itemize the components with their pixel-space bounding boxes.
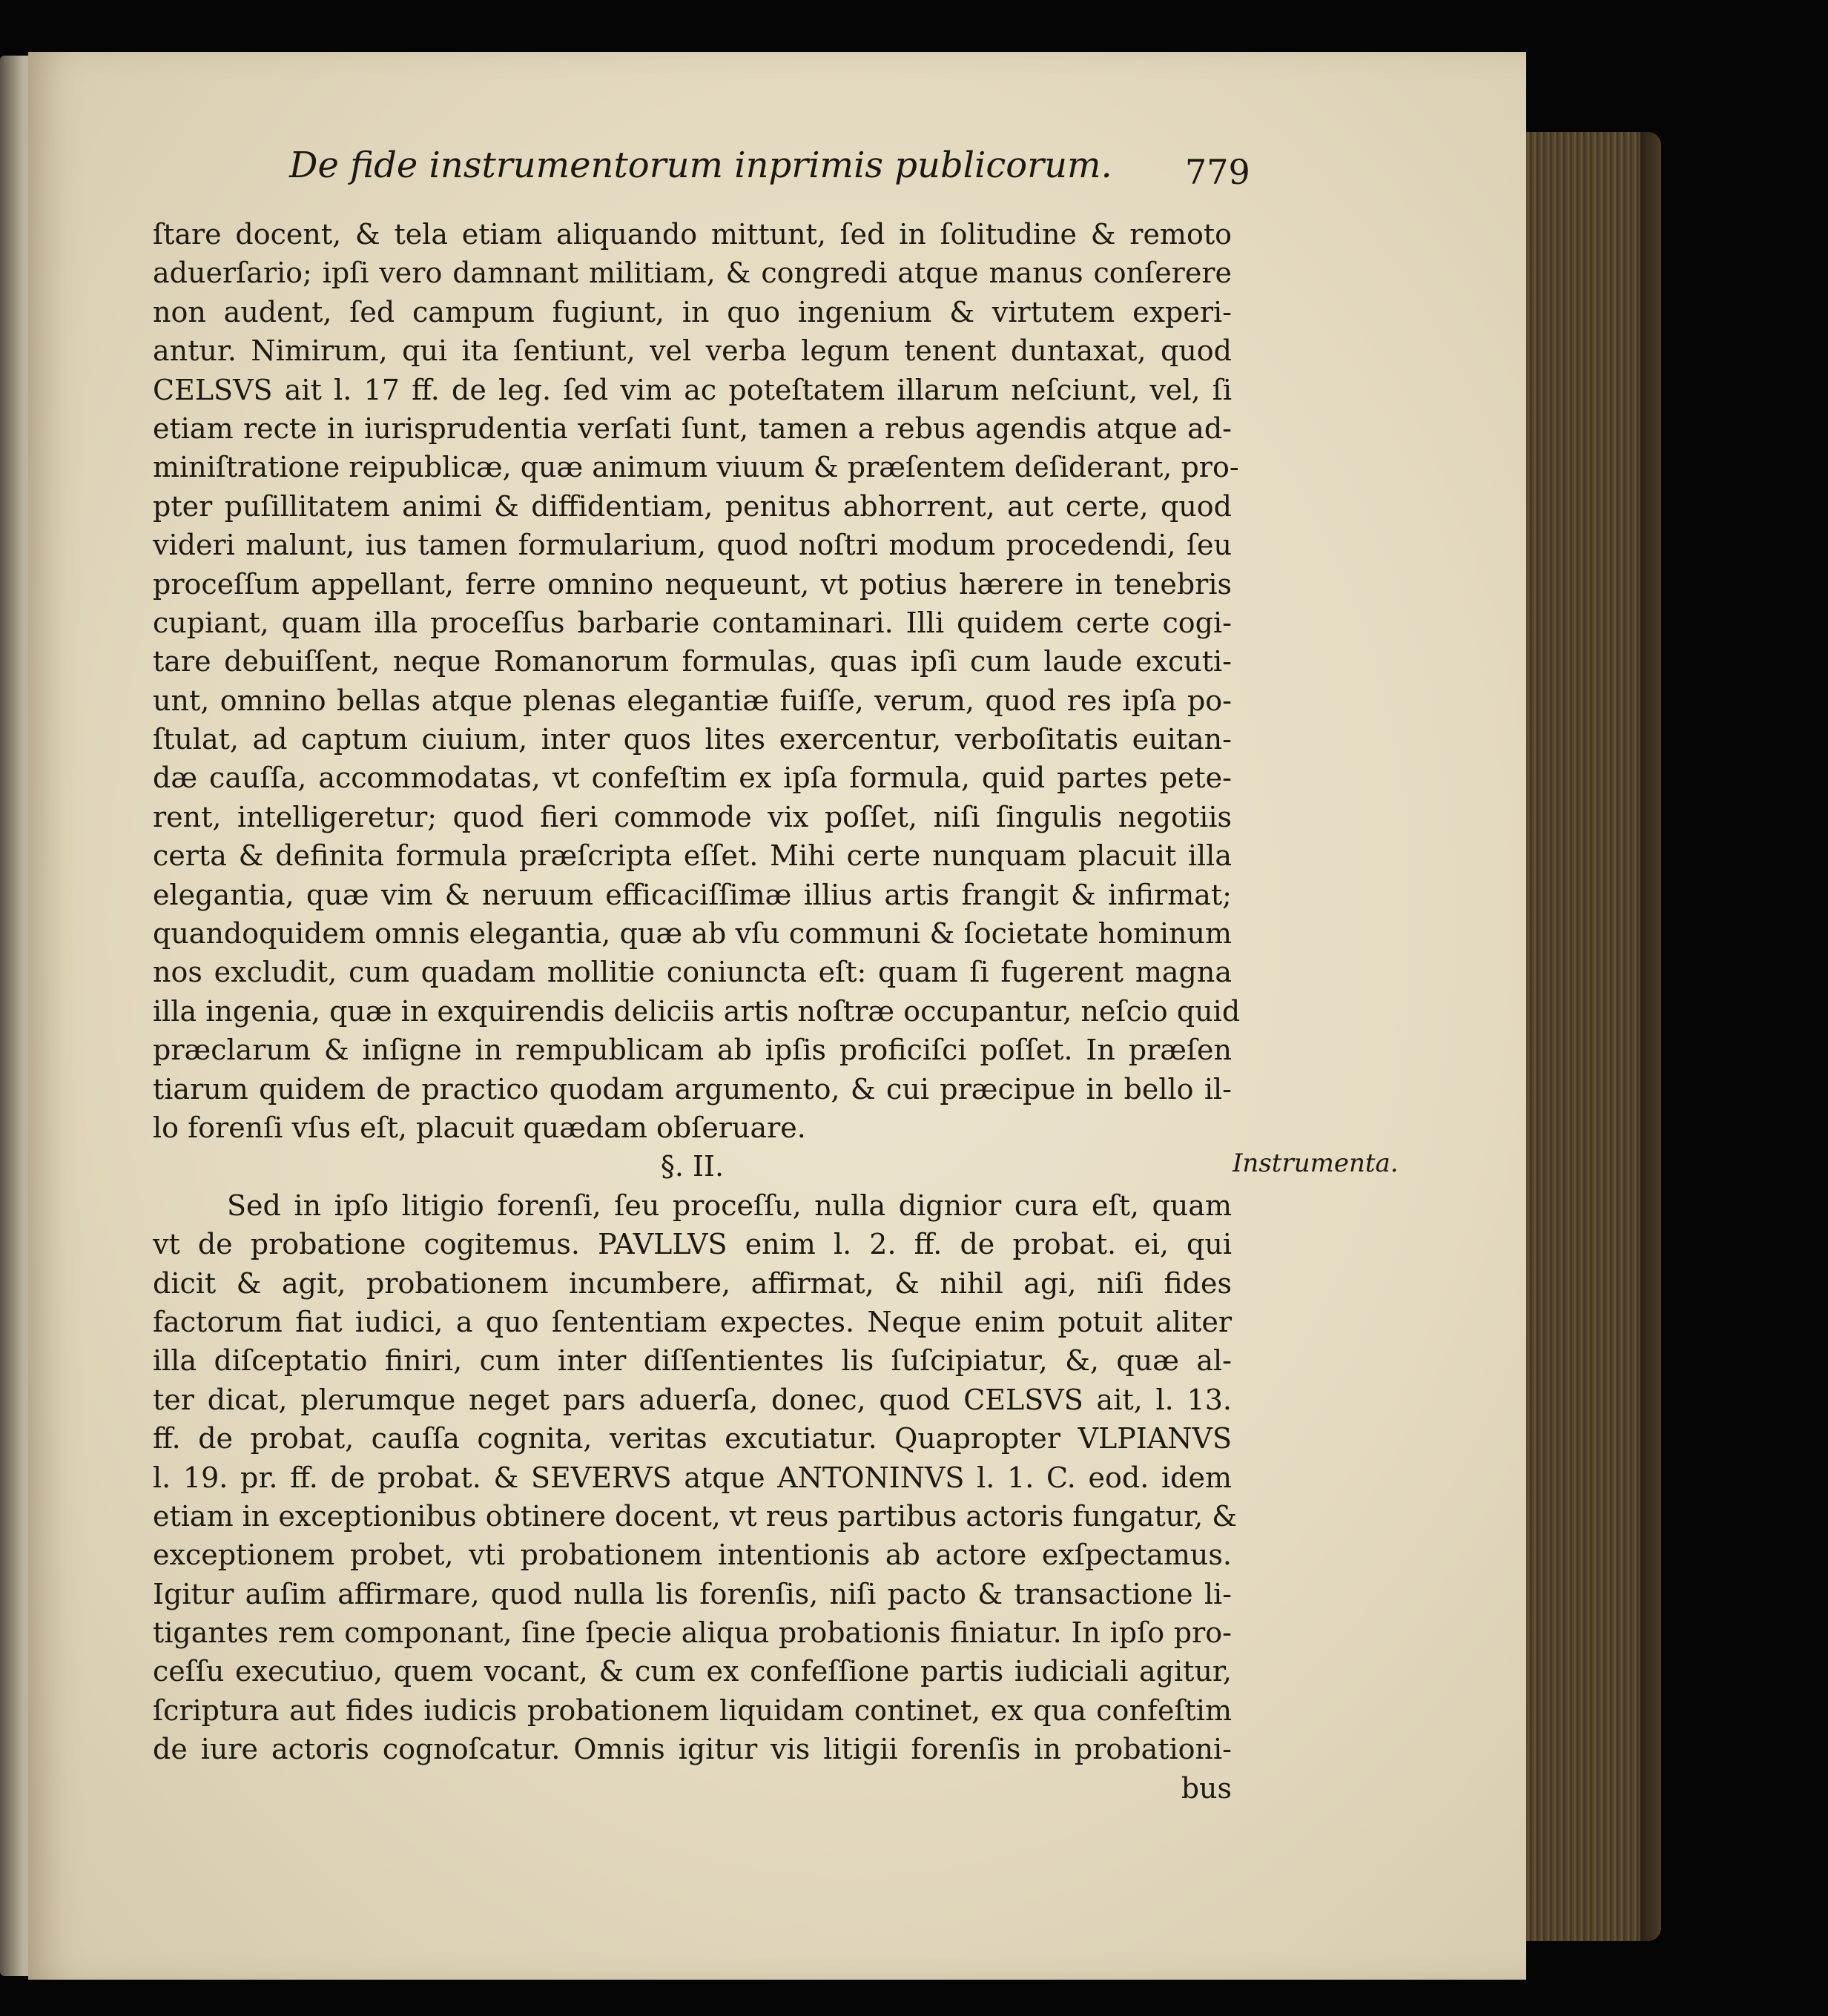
text-line: tigantes rem componant, ſine ſpecie aliqua probationis finiatur. In ipſo pro- (153, 1616, 1232, 1650)
text-line: CELSVS ait l. 17 ff. de leg. ſed vim ac poteſtatem illarum neſciunt, vel, ſi (153, 373, 1232, 406)
text-line: factorum fiat iudici, a quo ſententiam expectes. Neque enim potuit aliter (153, 1305, 1232, 1338)
text-line: ter dicat, plerumque neget pars aduerſa, donec, quod CELSVS ait, l. 13. (153, 1383, 1232, 1416)
text-line: videri malunt, ius tamen formularium, quod noſtri modum procedendi, ſeu (153, 529, 1232, 562)
section-heading: §. II. (660, 1150, 725, 1183)
text-line: illa ingenia, quæ in exquirendis deliciis artis noſtræ occupantur, neſcio quid (153, 994, 1241, 1028)
text-line: quandoquidem omnis elegantia, quæ ab vſu communi & ſocietate hominum (153, 917, 1232, 951)
text-line: non audent, ſed campum fugiunt, in quo ingenium & virtutem experi- (153, 295, 1232, 328)
text-line: cupiant, quam illa proceſſus barbarie contaminari. Illi quidem certe cogi- (153, 606, 1232, 639)
text-line: unt, omnino bellas atque plenas elegantiæ fuiſſe, verum, quod res ipſa po- (153, 684, 1232, 717)
text-line: ſcriptura aut fides iudicis probationem liquidam continet, ex qua confeſtim (153, 1693, 1232, 1727)
text-line: Sed in ipſo litigio forenſi, ſeu proceſſu, nulla dignior cura eſt, quam (227, 1189, 1232, 1222)
text-line: præclarum & inſigne in rempublicam ab ipſis proficiſci poſſet. In præſen (153, 1034, 1232, 1067)
page-number: 779 (1185, 152, 1250, 192)
text-line: elegantia, quæ vim & neruum efficaciſſimæ illius artis frangit & infirmat; (153, 878, 1232, 911)
catchword: bus (1181, 1771, 1232, 1805)
text-line: ff. de probat, cauſſa cognita, veritas excutiatur. Quapropter VLPIANVS (153, 1422, 1232, 1455)
text-line: proceſſum appellant, ferre omnino nequeunt, vt potius hærere in tenebris (153, 567, 1232, 601)
text-line: lo forenſi vſus eſt, placuit quædam obſeruare. (153, 1111, 806, 1144)
margin-note: Instrumenta. (1233, 1149, 1399, 1178)
text-line: certa & definita formula præſcripta eſſet. Mihi certe nunquam placuit illa (153, 839, 1232, 873)
text-line: tare debuiſſent, neque Romanorum formulas, quas ipſi cum laude excuti- (153, 645, 1232, 678)
text-line: dicit & agit, probationem incumbere, affirmat, & nihil agi, niſi fides (153, 1266, 1232, 1300)
body-text (153, 215, 1241, 1808)
text-line: Igitur auſim affirmare, quod nulla lis forenſis, niſi pacto & transactione li- (153, 1577, 1232, 1610)
text-line: miniſtratione reipublicæ, quæ animum viuum & præſentem deſiderant, pro- (153, 451, 1239, 484)
text-line: etiam in exceptionibus obtinere docent, vt reus partibus actoris fungatur, & (153, 1499, 1238, 1533)
text-line: dæ cauſſa, accommodatas, vt confeſtim ex ipſa formula, quid partes pete- (153, 761, 1232, 795)
text-line: pter puſillitatem animi & diffidentiam, penitus abhorrent, aut certe, quod (153, 489, 1232, 523)
text-line: illa diſceptatio finiri, cum inter diſſentientes lis ſuſcipiatur, &, quæ al- (153, 1344, 1232, 1378)
text-line: de iure actoris cognoſcatur. Omnis igitur vis litigii forenſis in probationi- (153, 1733, 1232, 1766)
running-header: De fide instrumentorum inprimis publicorum. (289, 145, 1112, 186)
text-line: antur. Nimirum, qui ita ſentiunt, vel verba legum tenent duntaxat, quod (153, 334, 1232, 368)
text-line: ſtulat, ad captum ciuium, inter quos lites exercentur, verboſitatis euitan- (153, 723, 1232, 756)
text-line: aduerſario; ipſi vero damnant militiam, & congredi atque manus conſerere (153, 257, 1232, 290)
text-line: vt de probatione cogitemus. PAVLLVS enim l. 2. ff. de probat. ei, qui (153, 1228, 1232, 1261)
text-line: exceptionem probet, vti probationem intentionis ab actore exſpectamus. (153, 1539, 1232, 1572)
text-line: rent, intelligeretur; quod fieri commode vix poſſet, niſi ſingulis negotiis (153, 800, 1232, 833)
text-line: ſtare docent, & tela etiam aliquando mittunt, ſed in ſolitudine & remoto (153, 218, 1232, 251)
text-line: tiarum quidem de practico quodam argumento, & cui præcipue in bello il- (153, 1072, 1232, 1106)
text-line: etiam recte in iurisprudentia verſati ſunt, tamen a rebus agendis atque ad- (153, 412, 1232, 445)
book-fore-edge (1513, 132, 1661, 1941)
text-line: l. 19. pr. ff. de probat. & SEVERVS atque ANTONINVS l. 1. C. eod. idem (153, 1461, 1232, 1494)
text-line: nos excludit, cum quadam mollitie coniuncta eſt: quam ſi fugerent magna (153, 956, 1232, 989)
text-line: ceſſu executiuo, quem vocant, & cum ex confeſſione partis iudiciali agitur, (153, 1655, 1232, 1688)
